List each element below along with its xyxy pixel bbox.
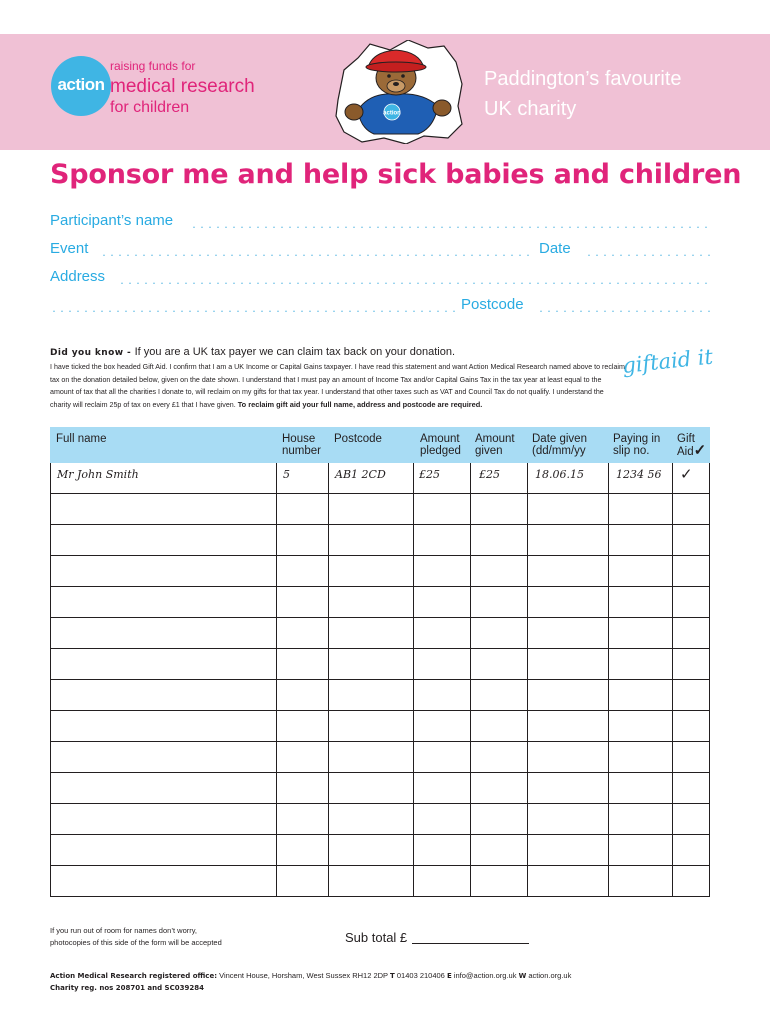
tel-label: T [390,972,395,980]
email-label: E [446,972,452,980]
col-date-line2: (dd/mm/yy [532,445,586,457]
event-dots [100,254,530,256]
charity-reg-numbers: Charity reg. nos 208701 and SC039284 [50,984,204,992]
table-row[interactable] [51,803,709,834]
example-postcode: AB1 2CD [335,468,386,481]
sponsor-table [50,427,710,897]
column-divider [470,463,471,897]
table-row[interactable] [51,648,709,679]
table-row[interactable] [51,741,709,772]
col-paying-in-slip [613,433,660,457]
paddington-bear-illustration [330,40,465,144]
gift-aid-tick-icon: ✓ [693,442,707,459]
column-divider [276,463,277,897]
col-house-line1: House [282,433,316,445]
col-gift-line2: Aid [677,446,694,458]
email-address: info@action.org.uk [451,971,519,980]
event-field[interactable] [50,240,530,262]
col-full-name: Full name [56,433,107,445]
col-postcode: Postcode [334,433,382,445]
col-gift-line1: Gift [677,433,695,445]
header-banner [0,34,770,150]
subtotal-input[interactable] [412,943,529,944]
charity-tagline [484,64,744,124]
footer-registered-office [50,970,571,994]
address-field[interactable] [50,268,710,290]
column-divider [672,463,673,897]
date-dots [585,254,710,256]
declaration-text: I have ticked the box headed Gift Aid. I confirm that I am a UK Income or Capital Gains taxpayer. I have read this statement and want Action Medical Research named above to reclaim tax on the donation detailed below, given on the date shown. I understand that I must pay an amount of Income Tax and/or Capital Gains Tax in the tax year at least equal to the amount of tax that all the charities I donate to, will reclaim on my gifts for that tax year. I understand that other taxes such as VAT and Council Tax do not qualify. I understand the charity will reclaim 25p of tax on every £1 that I have given. [50,363,625,409]
col-amount-pledged [420,433,461,457]
col-slip-line1: Paying in [613,433,661,445]
col-pledged-line2: pledged [420,445,461,457]
col-house-number [282,433,321,457]
event-label: Event [50,240,92,257]
table-row[interactable] [51,586,709,617]
example-given: £25 [479,468,500,481]
col-pledged-line1: Amount [420,433,460,445]
col-date-given [532,433,587,457]
column-divider [413,463,414,897]
table-row[interactable] [51,679,709,710]
registered-address: Vincent House, Horsham, West Sussex RH12 2DP [217,971,391,980]
tel-number: 01403 210406 [394,971,447,980]
declaration-bold-text: To reclaim gift aid your full name, address and postcode are required. [237,399,483,409]
participant-name-field[interactable] [50,212,710,234]
column-divider [527,463,528,897]
action-logo [51,56,111,116]
table-row[interactable] [51,865,709,896]
date-label: Date [539,240,575,257]
example-date: 18.06.15 [535,468,584,481]
table-row[interactable] [51,772,709,803]
table-row-example [51,463,709,493]
bear-badge-text: action [383,110,401,117]
col-amount-given [475,433,515,457]
logo-tagline-2: medical research [110,76,255,97]
table-row[interactable] [51,524,709,555]
example-full-name: Mr John Smith [57,468,139,481]
giftaid-logo [620,340,720,380]
registered-office-label: Action Medical Research registered office: [50,972,218,980]
example-gift-aid-tick-icon: ✓ [680,465,693,483]
date-field[interactable] [539,240,710,262]
address-line-2-field[interactable] [50,296,460,318]
column-divider [608,463,609,897]
subtotal-label: Sub total £ [345,930,408,945]
col-gift-aid [677,433,706,458]
logo-word: action [57,75,105,94]
postcode-dots [537,310,710,312]
photocopy-note [50,925,280,948]
col-slip-line2: slip no. [613,445,650,457]
postcode-label: Postcode [461,296,528,313]
note-line-2: photocopies of this side of the form will be accepted [50,937,222,947]
example-slip: 1234 56 [616,468,662,481]
col-date-line1: Date given [532,433,587,445]
example-pledged: £25 [419,468,440,481]
table-header-row [50,427,710,463]
page-title: Sponsor me and help sick babies and children [50,159,742,190]
table-row[interactable] [51,710,709,741]
tagline-line-1: Paddington’s favourite [484,68,682,90]
example-house: 5 [283,468,290,481]
giftaid-logo-text: giftaid it [621,344,715,378]
column-divider [328,463,329,897]
col-given-line2: given [475,445,503,457]
table-row[interactable] [51,555,709,586]
web-address: action.org.uk [526,971,572,980]
table-row[interactable] [51,617,709,648]
table-row[interactable] [51,493,709,524]
note-line-1: If you run out of room for names don’t worry, [50,926,198,935]
table-row[interactable] [51,834,709,865]
participant-name-label: Participant’s name [50,212,177,229]
logo-tagline-1: raising funds for [110,59,196,73]
logo-tagline-3: for children [110,99,190,116]
col-house-line2: number [282,445,321,457]
participant-name-dots [190,226,710,228]
did-you-know-text: If you are a UK tax payer we can claim tax back on your donation. [134,346,456,358]
tagline-line-2: UK charity [484,98,577,120]
postcode-field[interactable] [461,296,710,318]
address-line-2-dots [50,310,458,312]
did-you-know [50,346,455,358]
web-label: W [518,972,527,980]
address-dots [118,282,710,284]
col-given-line1: Amount [475,433,515,445]
gift-aid-declaration [50,361,625,411]
did-you-know-bold: Did you know - [50,348,135,358]
table-body [50,463,710,897]
address-label: Address [50,268,109,285]
